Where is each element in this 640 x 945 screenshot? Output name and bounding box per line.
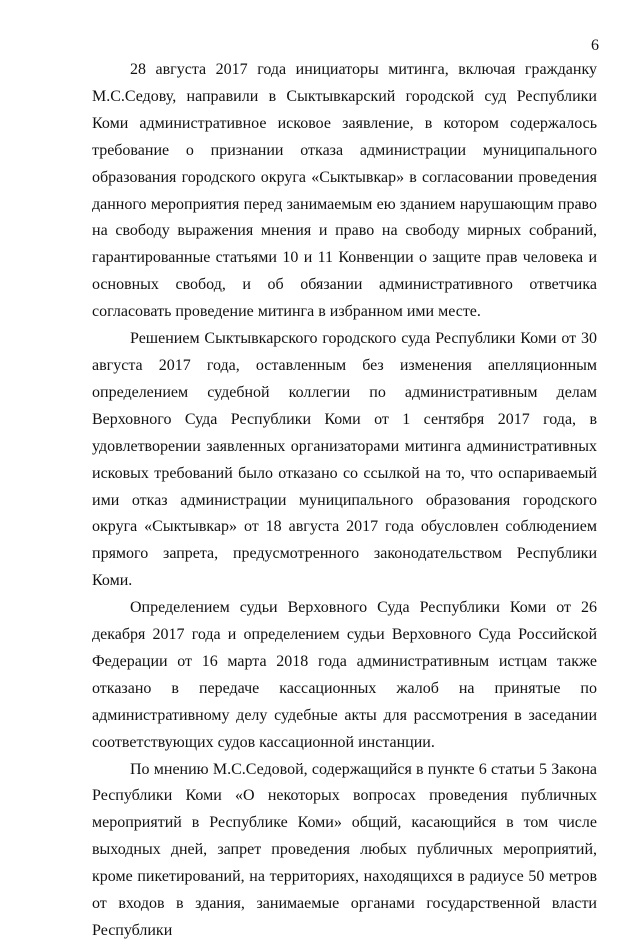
paragraph-1: 28 августа 2017 года инициаторы митинга, включая гражданку М.С.Седову, направили в Сыктывкарский городской суд Республики Коми административное исковое заявление, в котором содержалось требование о признании отказа администрации муниципального образования городского округа «Сыктывкар» в согласовании проведения данного мероприятия перед занимаемым ею зданием нарушающим право на свободу выражения мнения и право на свободу мирных собраний, гарантированные статьями 10 и 11 Конвенции о защите прав человека и основных свобод, и об обязании административного ответчика согласовать проведение митинга в избранном ими месте.	[92, 61, 597, 321]
page-number: 6	[591, 37, 599, 54]
paragraph-3: Определением судьи Верховного Суда Республики Коми от 26 декабря 2017 года и определением судьи Верховного Суда Российской Федерации от 16 марта 2018 года административным истцам также отказано в передаче кассационных жалоб на принятые по административному делу судебные акты для рассмотрения в заседании соответствующих судов кассационной инстанции.	[92, 599, 597, 751]
paragraph-4: По мнению М.С.Седовой, содержащийся в пункте 6 статьи 5 Закона Республики Коми «О некоторых вопросах проведения публичных мероприятий в Республике Коми» общий, касающийся в том числе выходных дней, запрет проведения любых публичных мероприятий, кроме пикетирований, на территориях, находящихся в радиусе 50 метров от входов в здания, занимаемые органами государственной власти Республики	[92, 760, 597, 939]
paragraph-2: Решением Сыктывкарского городского суда Республики Коми от 30 августа 2017 года, оставленным без изменения апелляционным определением судебной коллегии по административным делам Верховного Суда Республики Коми от 1 сентября 2017 года, в удовлетворении заявленных организаторами митинга административных исковых требований было отказано со ссылкой на то, что оспариваемый ими отказ администрации муниципального образования городского округа «Сыктывкар» от 18 августа 2017 года обусловлен соблюдением прямого запрета, предусмотренного законодательством Республики Коми.	[92, 330, 597, 590]
document-body	[92, 57, 597, 945]
